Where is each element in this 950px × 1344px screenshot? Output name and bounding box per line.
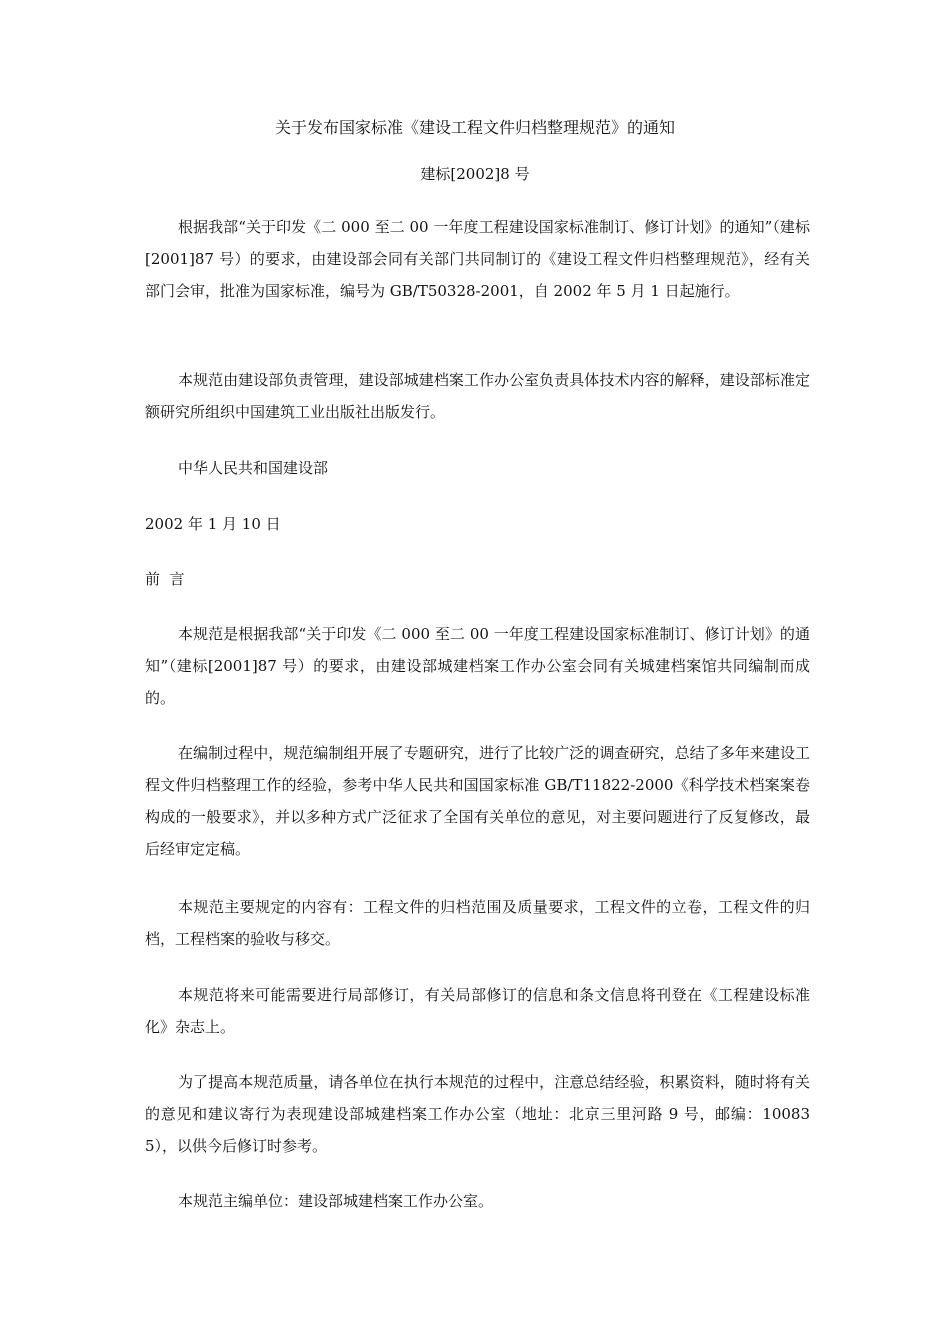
preface-paragraph-1: 本规范是根据我部“关于印发《二 000 至二 00 一年度工程建设国家标准制订、修订计划》的通知”（建标[2001]87 号）的要求，由建设部城建档案工作办公室会同有关城建档案馆共同编制而成的。 <box>145 625 810 707</box>
notice-paragraph-1: 根据我部“关于印发《二 000 至二 00 一年度工程建设国家标准制订、修订计划》的通知”（建标[2001]87 号）的要求，由建设部会同有关部门共同制订的《建设工程文件归档整理规范》，经有关部门会审，批准为国家标准，编号为 GB/T50328-2001，自 2002 年 5 月 1 日起施行。 <box>145 218 810 300</box>
preface-paragraph-5: 为了提高本规范质量，请各单位在执行本规范的过程中，注意总结经验，积累资料，随时将有关的意见和建议寄行为表现建设部城建档案工作办公室（地址：北京三里河路 9 号，邮编：100835），以供今后修订时参考。 <box>145 1073 810 1155</box>
preface-paragraph-3: 本规范主要规定的内容有：工程文件的归档范围及质量要求，工程文件的立卷，工程文件的归档，工程档案的验收与移交。 <box>145 898 810 948</box>
preface-paragraph-2: 在编制过程中，规范编制组开展了专题研究，进行了比较广泛的调查研究，总结了多年来建设工程文件归档整理工作的经验，参考中华人民共和国国家标准 GB/T11822-2000《科学技术档案案卷构成的一般要求》，并以多种方式广泛征求了全国有关单位的意见，对主要问题进行了反复修改，最后经审定定稿。 <box>145 744 810 858</box>
preface-heading: 前 言 <box>145 570 185 588</box>
notice-paragraph-2: 本规范由建设部负责管理，建设部城建档案工作办公室负责具体技术内容的解释，建设部标准定额研究所组织中国建筑工业出版社出版发行。 <box>145 371 810 421</box>
preface-paragraph-4: 本规范将来可能需要进行局部修订，有关局部修订的信息和条文信息将刊登在《工程建设标准化》杂志上。 <box>145 986 810 1036</box>
issuer: 中华人民共和国建设部 <box>178 459 329 477</box>
document-number: 建标[2002]8 号 <box>420 165 530 183</box>
issue-date: 2002 年 1 月 10 日 <box>145 515 281 533</box>
document-title: 关于发布国家标准《建设工程文件归档整理规范》的通知 <box>274 118 675 137</box>
preface-paragraph-6: 本规范主编单位：建设部城建档案工作办公室。 <box>178 1192 494 1210</box>
